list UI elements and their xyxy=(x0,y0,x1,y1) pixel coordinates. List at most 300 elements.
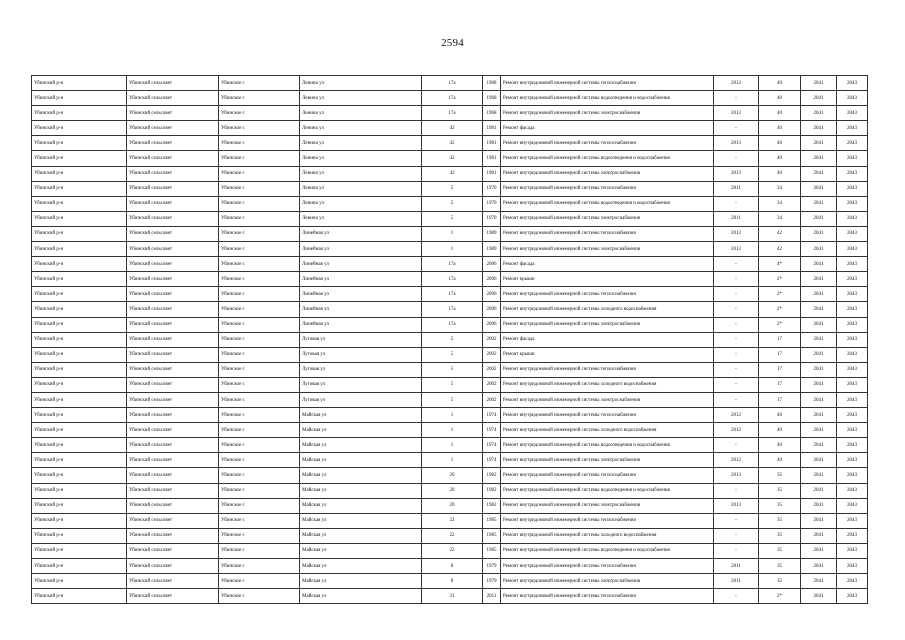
build-year-cell: 1968 xyxy=(483,76,501,91)
settlement-cell: Убинский сельсовет xyxy=(127,166,219,181)
table-body xyxy=(32,76,868,604)
locality-cell: Убинское с xyxy=(219,121,300,136)
plan-start-year-cell: 2041 xyxy=(801,211,837,226)
service-life-cell: 40 xyxy=(759,166,801,181)
house-number-cell: 1 xyxy=(422,453,483,468)
house-number-cell: 22 xyxy=(422,528,483,543)
locality-cell: Убинское с xyxy=(219,543,300,558)
work-type-cell: Ремонт внутридомовой инженерной системы теплоснабжения xyxy=(501,287,714,302)
locality-cell: Убинское с xyxy=(219,574,300,589)
table-row xyxy=(32,408,868,423)
table-row xyxy=(32,226,868,241)
locality-cell: Убинское с xyxy=(219,106,300,121)
street-cell: Ленина ул xyxy=(300,151,422,166)
plan-end-year-cell: 2043 xyxy=(837,272,868,287)
last-repair-year-cell: 2012 xyxy=(714,106,759,121)
house-number-cell: 1 xyxy=(422,242,483,257)
settlement-cell: Убинский сельсовет xyxy=(127,528,219,543)
house-number-cell: 17а xyxy=(422,257,483,272)
service-life-cell: 40 xyxy=(759,136,801,151)
plan-start-year-cell: 2041 xyxy=(801,272,837,287)
locality-cell: Убинское с xyxy=(219,468,300,483)
street-cell: Майская ул xyxy=(300,468,422,483)
street-cell: Майская ул xyxy=(300,438,422,453)
plan-start-year-cell: 2041 xyxy=(801,151,837,166)
build-year-cell: 1974 xyxy=(483,423,501,438)
street-cell: Луговая ул xyxy=(300,362,422,377)
locality-cell: Убинское с xyxy=(219,498,300,513)
work-type-cell: Ремонт внутридомовой инженерной системы водоотведения и водоснабжения xyxy=(501,151,714,166)
house-number-cell: 42 xyxy=(422,151,483,166)
last-repair-year-cell: 2011 xyxy=(714,559,759,574)
work-type-cell: Ремонт внутридомовой инженерной системы теплоснабжения xyxy=(501,513,714,528)
street-cell: Майская ул xyxy=(300,543,422,558)
house-number-cell: 42 xyxy=(422,166,483,181)
service-life-cell: 17 xyxy=(759,377,801,392)
table-row xyxy=(32,136,868,151)
district-cell: Убинский р-н xyxy=(32,574,127,589)
street-cell: Ленина ул xyxy=(300,166,422,181)
table-row xyxy=(32,483,868,498)
house-number-cell: 17а xyxy=(422,287,483,302)
plan-end-year-cell: 2043 xyxy=(837,347,868,362)
table-row xyxy=(32,513,868,528)
build-year-cell: 2006 xyxy=(483,272,501,287)
table-row xyxy=(32,574,868,589)
settlement-cell: Убинский сельсовет xyxy=(127,468,219,483)
plan-end-year-cell: 2043 xyxy=(837,211,868,226)
plan-start-year-cell: 2041 xyxy=(801,589,837,604)
service-life-cell: 4* xyxy=(759,257,801,272)
last-repair-year-cell: - xyxy=(714,528,759,543)
settlement-cell: Убинский сельсовет xyxy=(127,181,219,196)
house-number-cell: 17а xyxy=(422,91,483,106)
plan-start-year-cell: 2041 xyxy=(801,423,837,438)
locality-cell: Убинское с xyxy=(219,559,300,574)
plan-end-year-cell: 2043 xyxy=(837,498,868,513)
plan-end-year-cell: 2043 xyxy=(837,362,868,377)
build-year-cell: 1970 xyxy=(483,196,501,211)
house-number-cell: 17а xyxy=(422,272,483,287)
table-row xyxy=(32,317,868,332)
table-row xyxy=(32,257,868,272)
table-row xyxy=(32,302,868,317)
house-number-cell: 31 xyxy=(422,589,483,604)
settlement-cell: Убинский сельсовет xyxy=(127,498,219,513)
table-row xyxy=(32,423,868,438)
last-repair-year-cell: - xyxy=(714,257,759,272)
street-cell: Майская ул xyxy=(300,483,422,498)
build-year-cell: 2002 xyxy=(483,362,501,377)
last-repair-year-cell: 2011 xyxy=(714,574,759,589)
plan-start-year-cell: 2041 xyxy=(801,121,837,136)
work-type-cell: Ремонт внутридомовой инженерной системы электроснабжения xyxy=(501,242,714,257)
locality-cell: Убинское с xyxy=(219,589,300,604)
work-type-cell: Ремонт внутридомовой инженерной системы теплоснабжения xyxy=(501,76,714,91)
plan-end-year-cell: 2043 xyxy=(837,574,868,589)
plan-end-year-cell: 2043 xyxy=(837,302,868,317)
plan-end-year-cell: 2043 xyxy=(837,408,868,423)
build-year-cell: 1974 xyxy=(483,438,501,453)
street-cell: Луговая ул xyxy=(300,392,422,407)
locality-cell: Убинское с xyxy=(219,151,300,166)
work-type-cell: Ремонт внутридомовой инженерной системы водоотведения и водоснабжения xyxy=(501,438,714,453)
house-number-cell: 20 xyxy=(422,498,483,513)
build-year-cell: 1989 xyxy=(483,226,501,241)
plan-start-year-cell: 2041 xyxy=(801,181,837,196)
district-cell: Убинский р-н xyxy=(32,242,127,257)
district-cell: Убинский р-н xyxy=(32,559,127,574)
work-type-cell: Ремонт внутридомовой инженерной системы электроснабжения xyxy=(501,211,714,226)
plan-end-year-cell: 2043 xyxy=(837,196,868,211)
build-year-cell: 2002 xyxy=(483,347,501,362)
plan-start-year-cell: 2041 xyxy=(801,166,837,181)
district-cell: Убинский р-н xyxy=(32,211,127,226)
settlement-cell: Убинский сельсовет xyxy=(127,392,219,407)
district-cell: Убинский р-н xyxy=(32,498,127,513)
last-repair-year-cell: 2012 xyxy=(714,242,759,257)
district-cell: Убинский р-н xyxy=(32,257,127,272)
service-life-cell: 17 xyxy=(759,347,801,362)
service-life-cell: 35 xyxy=(759,513,801,528)
street-cell: Ленина ул xyxy=(300,211,422,226)
work-type-cell: Ремонт внутридомовой инженерной системы теплоснабжения xyxy=(501,589,714,604)
settlement-cell: Убинский сельсовет xyxy=(127,589,219,604)
work-type-cell: Ремонт внутридомовой инженерной системы водоотведения и водоснабжения xyxy=(501,91,714,106)
work-type-cell: Ремонт крыши xyxy=(501,272,714,287)
street-cell: Ленина ул xyxy=(300,196,422,211)
table-row xyxy=(32,377,868,392)
settlement-cell: Убинский сельсовет xyxy=(127,332,219,347)
service-life-cell: 35 xyxy=(759,543,801,558)
service-life-cell: 34 xyxy=(759,211,801,226)
district-cell: Убинский р-н xyxy=(32,166,127,181)
table-row xyxy=(32,181,868,196)
last-repair-year-cell: 2011 xyxy=(714,181,759,196)
settlement-cell: Убинский сельсовет xyxy=(127,559,219,574)
plan-start-year-cell: 2041 xyxy=(801,347,837,362)
house-number-cell: 5 xyxy=(422,392,483,407)
settlement-cell: Убинский сельсовет xyxy=(127,257,219,272)
locality-cell: Убинское с xyxy=(219,513,300,528)
service-life-cell: 35 xyxy=(759,483,801,498)
district-cell: Убинский р-н xyxy=(32,468,127,483)
last-repair-year-cell: - xyxy=(714,513,759,528)
locality-cell: Убинское с xyxy=(219,76,300,91)
build-year-cell: 2006 xyxy=(483,257,501,272)
district-cell: Убинский р-н xyxy=(32,377,127,392)
plan-end-year-cell: 2043 xyxy=(837,528,868,543)
plan-end-year-cell: 2043 xyxy=(837,589,868,604)
work-type-cell: Ремонт внутридомовой инженерной системы холодного водоснабжения xyxy=(501,302,714,317)
locality-cell: Убинское с xyxy=(219,196,300,211)
house-number-cell: 1 xyxy=(422,423,483,438)
locality-cell: Убинское с xyxy=(219,287,300,302)
table-row xyxy=(32,438,868,453)
street-cell: Луговая ул xyxy=(300,377,422,392)
service-life-cell: 40 xyxy=(759,453,801,468)
last-repair-year-cell: - xyxy=(714,272,759,287)
house-number-cell: 17а xyxy=(422,317,483,332)
table-row xyxy=(32,498,868,513)
street-cell: Ленина ул xyxy=(300,121,422,136)
plan-start-year-cell: 2041 xyxy=(801,559,837,574)
last-repair-year-cell: - xyxy=(714,377,759,392)
settlement-cell: Убинский сельсовет xyxy=(127,151,219,166)
district-cell: Убинский р-н xyxy=(32,438,127,453)
street-cell: Линейная ул xyxy=(300,257,422,272)
district-cell: Убинский р-н xyxy=(32,423,127,438)
table-row xyxy=(32,559,868,574)
work-type-cell: Ремонт внутридомовой инженерной системы холодного водоснабжения xyxy=(501,528,714,543)
district-cell: Убинский р-н xyxy=(32,483,127,498)
house-number-cell: 5 xyxy=(422,332,483,347)
street-cell: Ленина ул xyxy=(300,181,422,196)
street-cell: Луговая ул xyxy=(300,332,422,347)
street-cell: Линейная ул xyxy=(300,302,422,317)
work-type-cell: Ремонт фасада xyxy=(501,121,714,136)
house-number-cell: 22 xyxy=(422,543,483,558)
plan-start-year-cell: 2041 xyxy=(801,543,837,558)
settlement-cell: Убинский сельсовет xyxy=(127,574,219,589)
house-number-cell: 22 xyxy=(422,513,483,528)
district-cell: Убинский р-н xyxy=(32,302,127,317)
work-type-cell: Ремонт внутридомовой инженерной системы водоотведения и водоснабжения xyxy=(501,483,714,498)
district-cell: Убинский р-н xyxy=(32,347,127,362)
street-cell: Майская ул xyxy=(300,423,422,438)
last-repair-year-cell: 2013 xyxy=(714,166,759,181)
service-life-cell: 35 xyxy=(759,528,801,543)
last-repair-year-cell: 2012 xyxy=(714,453,759,468)
house-number-cell: 42 xyxy=(422,136,483,151)
build-year-cell: 2006 xyxy=(483,287,501,302)
plan-start-year-cell: 2041 xyxy=(801,377,837,392)
district-cell: Убинский р-н xyxy=(32,136,127,151)
settlement-cell: Убинский сельсовет xyxy=(127,302,219,317)
build-year-cell: 1982 xyxy=(483,498,501,513)
plan-start-year-cell: 2041 xyxy=(801,574,837,589)
last-repair-year-cell: 2013 xyxy=(714,468,759,483)
locality-cell: Убинское с xyxy=(219,91,300,106)
locality-cell: Убинское с xyxy=(219,332,300,347)
street-cell: Майская ул xyxy=(300,528,422,543)
build-year-cell: 1981 xyxy=(483,136,501,151)
table-row xyxy=(32,362,868,377)
table-row xyxy=(32,287,868,302)
settlement-cell: Убинский сельсовет xyxy=(127,438,219,453)
build-year-cell: 1979 xyxy=(483,574,501,589)
house-number-cell: 8 xyxy=(422,574,483,589)
last-repair-year-cell: 2012 xyxy=(714,76,759,91)
plan-start-year-cell: 2041 xyxy=(801,392,837,407)
settlement-cell: Убинский сельсовет xyxy=(127,242,219,257)
plan-end-year-cell: 2043 xyxy=(837,76,868,91)
work-type-cell: Ремонт внутридомовой инженерной системы электроснабжения xyxy=(501,166,714,181)
plan-start-year-cell: 2041 xyxy=(801,91,837,106)
last-repair-year-cell: - xyxy=(714,302,759,317)
plan-end-year-cell: 2043 xyxy=(837,121,868,136)
plan-start-year-cell: 2041 xyxy=(801,468,837,483)
build-year-cell: 1968 xyxy=(483,106,501,121)
last-repair-year-cell: - xyxy=(714,121,759,136)
plan-end-year-cell: 2043 xyxy=(837,483,868,498)
plan-end-year-cell: 2043 xyxy=(837,423,868,438)
build-year-cell: 1981 xyxy=(483,121,501,136)
district-cell: Убинский р-н xyxy=(32,91,127,106)
table-row xyxy=(32,121,868,136)
build-year-cell: 1982 xyxy=(483,483,501,498)
last-repair-year-cell: - xyxy=(714,317,759,332)
street-cell: Линейная ул xyxy=(300,272,422,287)
settlement-cell: Убинский сельсовет xyxy=(127,91,219,106)
work-type-cell: Ремонт внутридомовой инженерной системы холодного водоснабжения xyxy=(501,423,714,438)
district-cell: Убинский р-н xyxy=(32,226,127,241)
plan-end-year-cell: 2043 xyxy=(837,181,868,196)
locality-cell: Убинское с xyxy=(219,181,300,196)
plan-start-year-cell: 2041 xyxy=(801,498,837,513)
settlement-cell: Убинский сельсовет xyxy=(127,453,219,468)
district-cell: Убинский р-н xyxy=(32,317,127,332)
house-number-cell: 1 xyxy=(422,438,483,453)
service-life-cell: 40 xyxy=(759,151,801,166)
settlement-cell: Убинский сельсовет xyxy=(127,106,219,121)
work-type-cell: Ремонт внутридомовой инженерной системы электроснабжения xyxy=(501,317,714,332)
locality-cell: Убинское с xyxy=(219,362,300,377)
street-cell: Ленина ул xyxy=(300,91,422,106)
last-repair-year-cell: 2013 xyxy=(714,498,759,513)
last-repair-year-cell: - xyxy=(714,332,759,347)
locality-cell: Убинское с xyxy=(219,272,300,287)
work-type-cell: Ремонт внутридомовой инженерной системы теплоснабжения xyxy=(501,136,714,151)
table-row xyxy=(32,589,868,604)
plan-start-year-cell: 2041 xyxy=(801,362,837,377)
locality-cell: Убинское с xyxy=(219,423,300,438)
service-life-cell: 40 xyxy=(759,76,801,91)
build-year-cell: 2002 xyxy=(483,332,501,347)
settlement-cell: Убинский сельсовет xyxy=(127,196,219,211)
settlement-cell: Убинский сельсовет xyxy=(127,226,219,241)
work-type-cell: Ремонт внутридомовой инженерной системы теплоснабжения xyxy=(501,362,714,377)
table-row xyxy=(32,528,868,543)
settlement-cell: Убинский сельсовет xyxy=(127,408,219,423)
district-cell: Убинский р-н xyxy=(32,589,127,604)
district-cell: Убинский р-н xyxy=(32,106,127,121)
district-cell: Убинский р-н xyxy=(32,121,127,136)
street-cell: Линейная ул xyxy=(300,287,422,302)
house-number-cell: 5 xyxy=(422,347,483,362)
plan-end-year-cell: 2043 xyxy=(837,166,868,181)
plan-start-year-cell: 2041 xyxy=(801,257,837,272)
work-type-cell: Ремонт внутридомовой инженерной системы теплоснабжения xyxy=(501,181,714,196)
build-year-cell: 1974 xyxy=(483,408,501,423)
build-year-cell: 2002 xyxy=(483,377,501,392)
locality-cell: Убинское с xyxy=(219,347,300,362)
plan-start-year-cell: 2041 xyxy=(801,287,837,302)
house-number-cell: 5 xyxy=(422,211,483,226)
service-life-cell: 40 xyxy=(759,121,801,136)
service-life-cell: 35 xyxy=(759,498,801,513)
table-row xyxy=(32,76,868,91)
work-type-cell: Ремонт внутридомовой инженерной системы водоотведения и водоснабжения xyxy=(501,543,714,558)
district-cell: Убинский р-н xyxy=(32,528,127,543)
service-life-cell: 2* xyxy=(759,302,801,317)
district-cell: Убинский р-н xyxy=(32,513,127,528)
locality-cell: Убинское с xyxy=(219,257,300,272)
plan-end-year-cell: 2043 xyxy=(837,392,868,407)
table-row xyxy=(32,453,868,468)
house-number-cell: 20 xyxy=(422,468,483,483)
build-year-cell: 1989 xyxy=(483,242,501,257)
street-cell: Майская ул xyxy=(300,559,422,574)
settlement-cell: Убинский сельсовет xyxy=(127,211,219,226)
settlement-cell: Убинский сельсовет xyxy=(127,347,219,362)
plan-end-year-cell: 2043 xyxy=(837,468,868,483)
plan-start-year-cell: 2041 xyxy=(801,302,837,317)
build-year-cell: 1985 xyxy=(483,528,501,543)
last-repair-year-cell: - xyxy=(714,91,759,106)
settlement-cell: Убинский сельсовет xyxy=(127,136,219,151)
build-year-cell: 1981 xyxy=(483,166,501,181)
last-repair-year-cell: - xyxy=(714,362,759,377)
district-cell: Убинский р-н xyxy=(32,362,127,377)
last-repair-year-cell: 2011 xyxy=(714,211,759,226)
settlement-cell: Убинский сельсовет xyxy=(127,287,219,302)
locality-cell: Убинское с xyxy=(219,302,300,317)
table-row xyxy=(32,543,868,558)
build-year-cell: 2002 xyxy=(483,392,501,407)
last-repair-year-cell: 2012 xyxy=(714,423,759,438)
house-number-cell: 1 xyxy=(422,408,483,423)
plan-start-year-cell: 2041 xyxy=(801,106,837,121)
table-row xyxy=(32,468,868,483)
street-cell: Линейная ул xyxy=(300,226,422,241)
settlement-cell: Убинский сельсовет xyxy=(127,317,219,332)
build-year-cell: 1974 xyxy=(483,453,501,468)
district-cell: Убинский р-н xyxy=(32,543,127,558)
service-life-cell: 42 xyxy=(759,242,801,257)
district-cell: Убинский р-н xyxy=(32,453,127,468)
work-type-cell: Ремонт внутридомовой инженерной системы электроснабжения xyxy=(501,498,714,513)
service-life-cell: 40 xyxy=(759,408,801,423)
plan-start-year-cell: 2041 xyxy=(801,242,837,257)
house-number-cell: 8 xyxy=(422,559,483,574)
build-year-cell: 1970 xyxy=(483,181,501,196)
work-type-cell: Ремонт внутридомовой инженерной системы электроснабжения xyxy=(501,392,714,407)
build-year-cell: 1970 xyxy=(483,211,501,226)
street-cell: Майская ул xyxy=(300,453,422,468)
settlement-cell: Убинский сельсовет xyxy=(127,362,219,377)
settlement-cell: Убинский сельсовет xyxy=(127,272,219,287)
repair-schedule-table xyxy=(31,75,868,604)
service-life-cell: 17 xyxy=(759,362,801,377)
settlement-cell: Убинский сельсовет xyxy=(127,377,219,392)
locality-cell: Убинское с xyxy=(219,408,300,423)
plan-start-year-cell: 2041 xyxy=(801,528,837,543)
plan-end-year-cell: 2043 xyxy=(837,242,868,257)
plan-start-year-cell: 2041 xyxy=(801,513,837,528)
locality-cell: Убинское с xyxy=(219,317,300,332)
service-life-cell: 34 xyxy=(759,196,801,211)
house-number-cell: 5 xyxy=(422,196,483,211)
locality-cell: Убинское с xyxy=(219,377,300,392)
table-row xyxy=(32,151,868,166)
settlement-cell: Убинский сельсовет xyxy=(127,76,219,91)
build-year-cell: 2006 xyxy=(483,302,501,317)
plan-end-year-cell: 2043 xyxy=(837,226,868,241)
plan-start-year-cell: 2041 xyxy=(801,76,837,91)
last-repair-year-cell: 2012 xyxy=(714,408,759,423)
table-row xyxy=(32,347,868,362)
